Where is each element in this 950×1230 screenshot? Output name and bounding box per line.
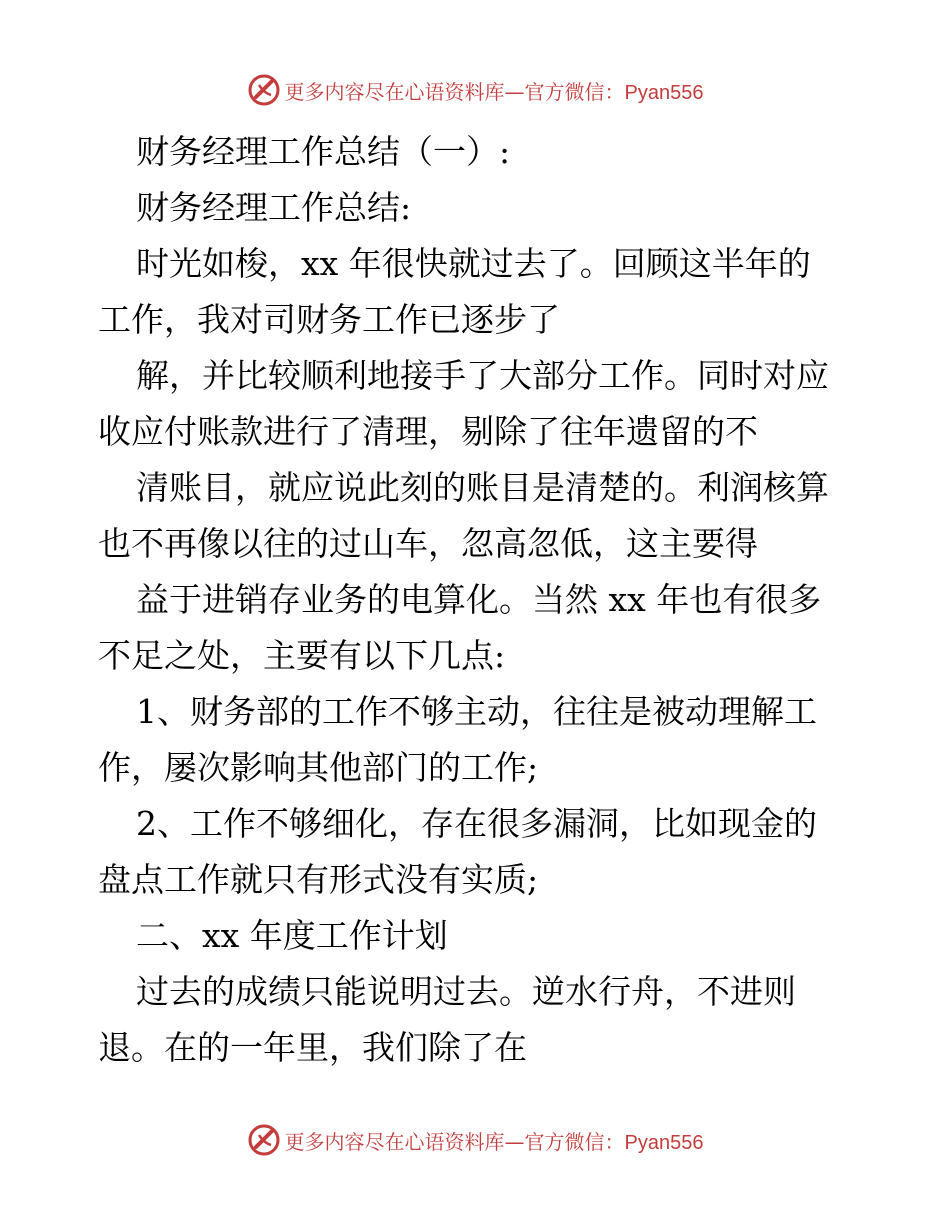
header-banner-sep: — [504,79,525,104]
list-item-line: 盘点工作就只有形式没有实质; [98,860,539,899]
paragraph-line: 收应付账款进行了清理，剔除了往年遗留的不 [98,412,758,451]
document-body [98,124,858,1076]
footer-banner [0,1120,950,1160]
header-banner-main: 更多内容尽在心语资料库 [284,79,505,104]
list-item-line: 1、财务部的工作不够主动，往往是被动理解工 [136,692,817,731]
footer-banner-main: 更多内容尽在心语资料库 [284,1129,505,1154]
header-banner-label: 官方微信： [524,79,625,104]
list-item-line: 2、工作不够细化，存在很多漏洞，比如现金的 [136,804,817,843]
header-banner-account: Pyan556 [624,81,704,104]
list-item-line: 作，屡次影响其他部门的工作; [98,748,539,787]
paragraph-line: 工作，我对司财务工作已逐步了 [98,300,560,339]
header-banner-text [285,76,704,105]
paragraph-line: 退。在的一年里，我们除了在 [98,1028,527,1067]
footer-banner-label: 官方微信： [524,1129,625,1154]
footer-banner-sep: — [504,1129,525,1154]
header-banner [0,70,950,110]
paragraph-line: 解，并比较顺利地接手了大部分工作。同时对应 [136,356,829,395]
logo-icon [247,1123,281,1157]
section-heading: 二、xx 年度工作计划 [136,916,448,955]
paragraph-line: 不足之处，主要有以下几点: [98,636,506,675]
heading-title: 财务经理工作总结（一）: [136,132,511,171]
paragraph-line: 时光如梭，xx 年很快就过去了。回顾这半年的 [136,244,811,283]
footer-banner-account: Pyan556 [624,1131,704,1154]
footer-banner-text [285,1126,704,1155]
logo-icon [247,73,281,107]
paragraph-line: 清账目，就应说此刻的账目是清楚的。利润核算 [136,468,829,507]
paragraph-line: 益于进销存业务的电算化。当然 xx 年也有很多 [136,580,822,619]
paragraph-line: 也不再像以往的过山车，忽高忽低，这主要得 [98,524,758,563]
heading-subtitle: 财务经理工作总结: [136,188,412,227]
paragraph-line: 过去的成绩只能说明过去。逆水行舟，不进则 [136,972,796,1011]
